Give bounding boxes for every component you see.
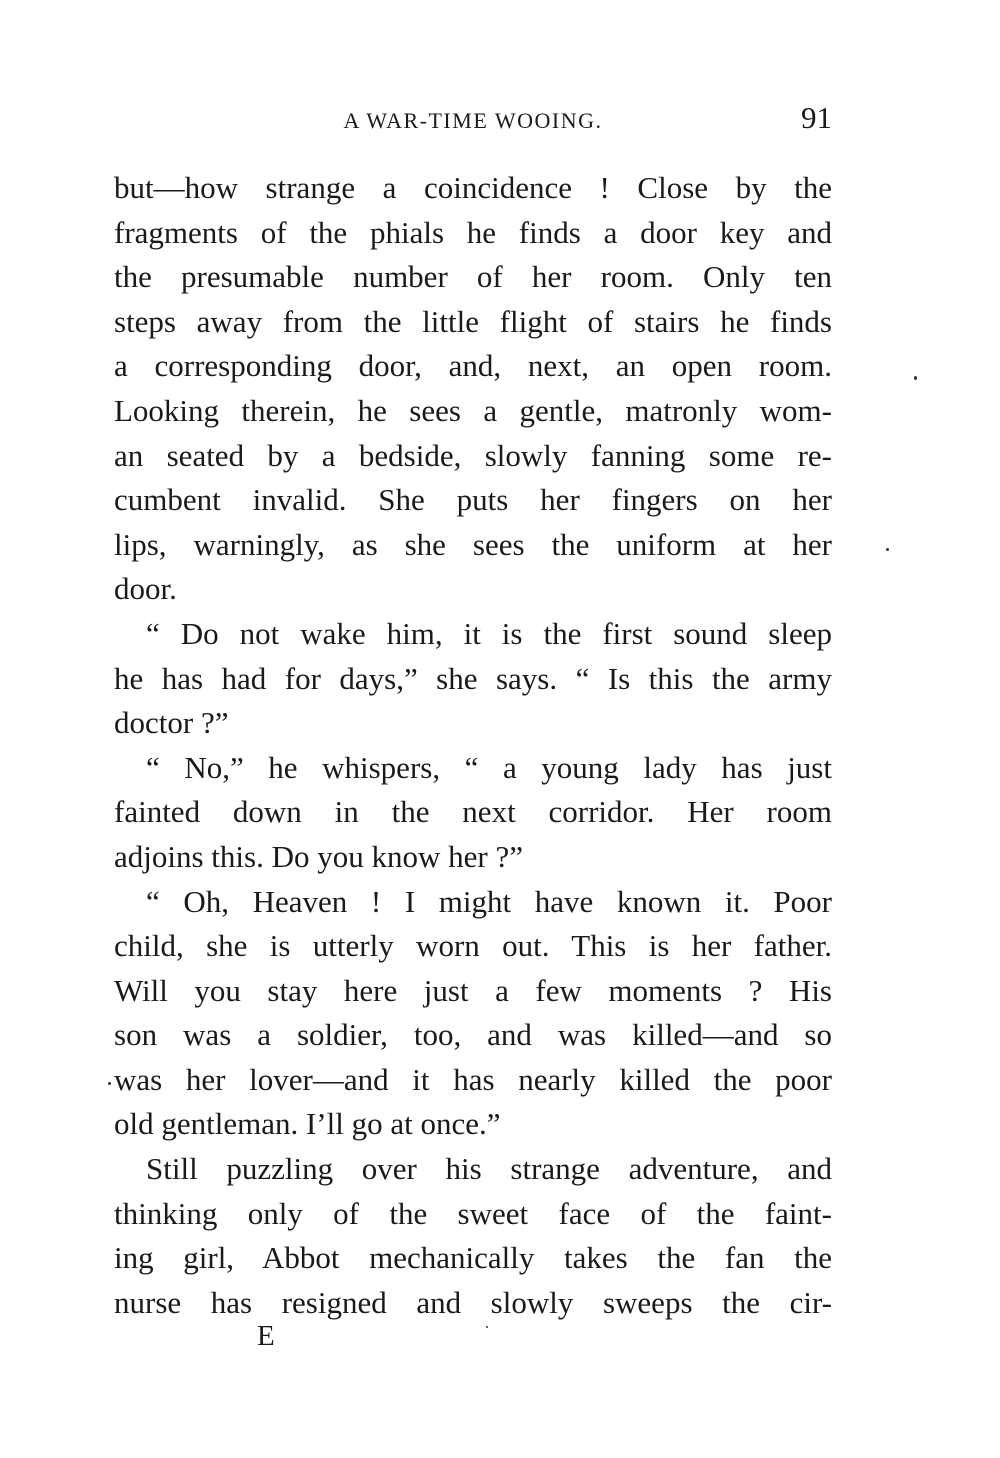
text-line: steps away from the little flight of stairs he finds [114, 303, 832, 339]
print-speck [486, 1326, 488, 1328]
text-line: ing girl, Abbot mechanically takes the fan the [114, 1240, 832, 1276]
text-line: door. [114, 571, 177, 607]
text-line: adjoins this. Do you know her ?” [114, 838, 523, 874]
text-line: “ Oh, Heaven ! I might have known it. Poor [146, 883, 832, 919]
text-line: thinking only of the sweet face of the faint- [114, 1195, 832, 1231]
page-number: 91 [801, 100, 832, 135]
running-head [112, 100, 834, 144]
text-line: Will you stay here just a few moments ? His [114, 972, 832, 1008]
text-line: was her lover—and it has nearly killed the poor [114, 1061, 832, 1097]
body-text [114, 166, 832, 1325]
running-title: A WAR-TIME WOOING. [343, 108, 603, 133]
text-line: fainted down in the next corridor. Her room [114, 794, 832, 830]
text-line: lips, warningly, as she sees the uniform at her [114, 526, 832, 562]
text-line: “ Do not wake him, it is the first sound sleep [146, 615, 832, 651]
text-line: doctor ?” [114, 705, 229, 741]
text-line: Still puzzling over his strange adventure, and [146, 1151, 832, 1187]
text-line: cumbent invalid. She puts her fingers on her [114, 482, 832, 518]
text-line: old gentleman. I’ll go at once.” [114, 1106, 501, 1142]
text-line: fragments of the phials he finds a door key and [114, 214, 832, 250]
text-line: the presumable number of her room. Only ten [114, 259, 832, 295]
text-line: but—how strange a coincidence ! Close by the [114, 170, 832, 205]
text-line: Looking therein, he sees a gentle, matronly wom- [114, 392, 832, 428]
print-speck [886, 548, 889, 551]
print-speck [108, 1082, 111, 1085]
text-line: son was a soldier, too, and was killed—and so [114, 1017, 832, 1053]
text-line: he has had for days,” she says. “ Is this the army [114, 660, 832, 696]
signature-mark: E [257, 1320, 275, 1352]
text-line: “ No,” he whispers, “ a young lady has just [146, 749, 832, 785]
text-line: nurse has resigned and slowly sweeps the cir- [114, 1284, 832, 1320]
text-line: an seated by a bedside, slowly fanning some re- [114, 437, 832, 473]
text-line: a corresponding door, and, next, an open room. [114, 348, 832, 384]
print-speck [914, 376, 917, 380]
text-line: child, she is utterly worn out. This is her father. [114, 928, 832, 964]
